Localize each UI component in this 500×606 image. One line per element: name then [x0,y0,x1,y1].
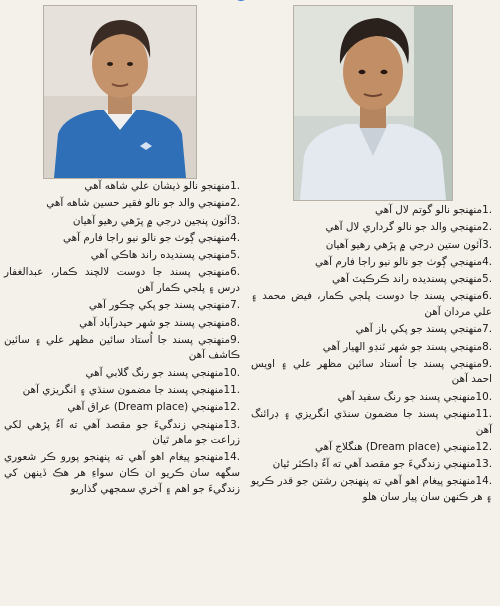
item-text: منهنجي پسند جا مضمون سنڌي انگريزي ۽ ڊرائنگ آهن [251,408,492,436]
item-text: منهنجي پسند جا اُستاد سائين مظهر علي ۽ اويس احمد آهن [251,357,492,386]
item-number: 7. [482,323,492,336]
item-text: منهنجي پسند جا دوست لالچند ڪمار، عبدالغفار درس ۽ پلجي ڪمار آهن [4,266,240,294]
left-profile-item-8 [4,316,240,332]
item-text: منهنجي والد جو نالو فقير حسين شاهه آهي [46,197,231,210]
item-number: 14. [475,475,492,488]
item-number: 9. [482,357,492,370]
item-number: 10. [475,390,492,403]
right-profile-list [251,203,492,507]
item-text: منهنجي پسند جا دوست پلجي ڪمار، فيض محمد ۽ علي مردان آهن [251,290,492,318]
right-profile-item-2 [251,220,492,236]
left-profile-item-7 [4,298,240,314]
right-profile-item-10 [251,390,492,406]
right-profile-item-1 [251,203,492,219]
item-text: منهنجي پسند جو شهر ٽنڊو الهيار آهي [322,340,483,353]
item-text: منهنجي زندگيءَ جو مقصد آهي ته آءٌ ڊاڪٽر ٿيان [272,458,476,471]
item-number: 6. [230,266,240,279]
item-number: 8. [482,340,492,353]
top-ornament [232,0,250,4]
item-number: 11. [475,408,492,420]
item-number: 13. [475,458,492,471]
right-profile-item-8 [251,340,492,356]
item-number: 13. [223,418,240,431]
left-profile-photo [43,5,197,179]
item-text: منهنجي (Dream place) هنگلاج آهي [314,440,476,453]
item-text: منهنجي والد جو نالو گرداري لال آهي [325,221,483,234]
item-number: 9. [230,333,240,346]
item-text: منهنجي پسند جا مضمون سنڌي ۽ انگريزي آهن [22,384,224,396]
item-text: منهنجي ڳوٺ جو نالو نيو راجا فارم آهي [62,231,231,244]
left-profile-item-11 [4,383,240,399]
item-text: منهنجي پسنديده راند هاڪي آهي [90,249,231,262]
right-profile-item-13 [251,457,492,473]
right-profile-item-7 [251,322,492,338]
item-number: 11. [223,384,240,396]
item-text: منهنجو پيغام اهو آهي ته پنهنجو پورو ڪر شعوري سگهه سان ڪريو ان ڪان سواءِ هر هڪ ڏينهن کي زندگيءَ جو اهم ۽ آخري سمجهي گذاريو [4,451,240,495]
left-profile-item-1 [4,179,240,195]
left-profile-item-2 [4,196,240,212]
left-profile-item-14 [4,450,240,497]
item-text: آئون پنجين درجي ۾ پڙهي رهيو آهيان [72,214,231,227]
right-profile-item-14 [251,474,492,505]
item-text: منهنجي زندگيءَ جو مقصد آهي ته آءٌ پڙهي لکي زراعت جو ماهر ٿيان [4,418,240,447]
item-number: 4. [230,231,240,244]
item-number: 8. [230,316,240,329]
left-profile-list [4,179,240,499]
item-text: آئون ستين درجي ۾ پڙهي رهيو آهيان [325,238,483,251]
item-number: 5. [482,273,492,286]
left-profile-item-4 [4,231,240,247]
right-profile-item-6 [251,289,492,320]
item-text: منهنجي ڳوٺ جو نالو نيو راجا فارم آهي [314,255,483,268]
item-text: منهنجي پسند جا اُستاد سائين مظهر علي ۽ سائين ڪاشف آهن [4,333,240,362]
right-profile-item-12 [251,440,492,456]
item-text: منهنجي پسند جو پکي باز آهي [355,323,483,336]
item-number: 2. [482,221,492,234]
left-profile-item-5 [4,248,240,264]
item-number: 4. [482,255,492,268]
item-text: منهنجي پسنديده راند ڪرڪيٽ آهي [331,273,483,286]
item-number: 2. [230,197,240,210]
item-text: منهنجو نالو گوتم لال آهي [374,204,483,216]
item-text: منهنجو پيغام اهو آهي ته پنهنجن رشتن جو قدر ڪريو ۽ هر ڪنهن سان پيار سان هلو [251,475,492,504]
right-profile-item-4 [251,255,492,271]
left-profile-item-13 [4,418,240,449]
item-number: 6. [482,290,492,303]
item-number: 12. [475,440,492,453]
left-profile-item-6 [4,265,240,296]
item-text: منهنجي پسند جو رنگ گلابي آهي [85,366,224,379]
item-text: منهنجي (Dream place) عراق آهي [67,401,224,414]
right-profile-item-9 [251,357,492,388]
right-profile-item-3 [251,238,492,254]
item-number: 12. [223,401,240,414]
item-number: 3. [482,238,492,251]
item-number: 1. [482,204,492,216]
right-profile-item-11 [251,407,492,438]
item-text: منهنجي پسند جو پکي چڪور آهي [88,299,231,312]
left-profile-item-9 [4,333,240,364]
item-text: منهنجو نالو ذيشان علي شاهه آهي [84,180,231,192]
item-number: 14. [223,451,240,464]
item-text: منهنجي پسند جو رنگ سفيد آهي [337,390,476,403]
right-profile-photo [293,5,453,201]
item-number: 7. [230,299,240,312]
left-profile-item-10 [4,366,240,382]
item-text: منهنجي پسند جو شهر حيدرآباد آهي [79,316,231,329]
item-number: 3. [230,214,240,227]
right-profile-item-5 [251,272,492,288]
item-number: 10. [223,366,240,379]
left-profile-item-3 [4,214,240,230]
item-number: 1. [230,180,240,192]
left-profile-item-12 [4,400,240,416]
item-number: 5. [230,249,240,262]
